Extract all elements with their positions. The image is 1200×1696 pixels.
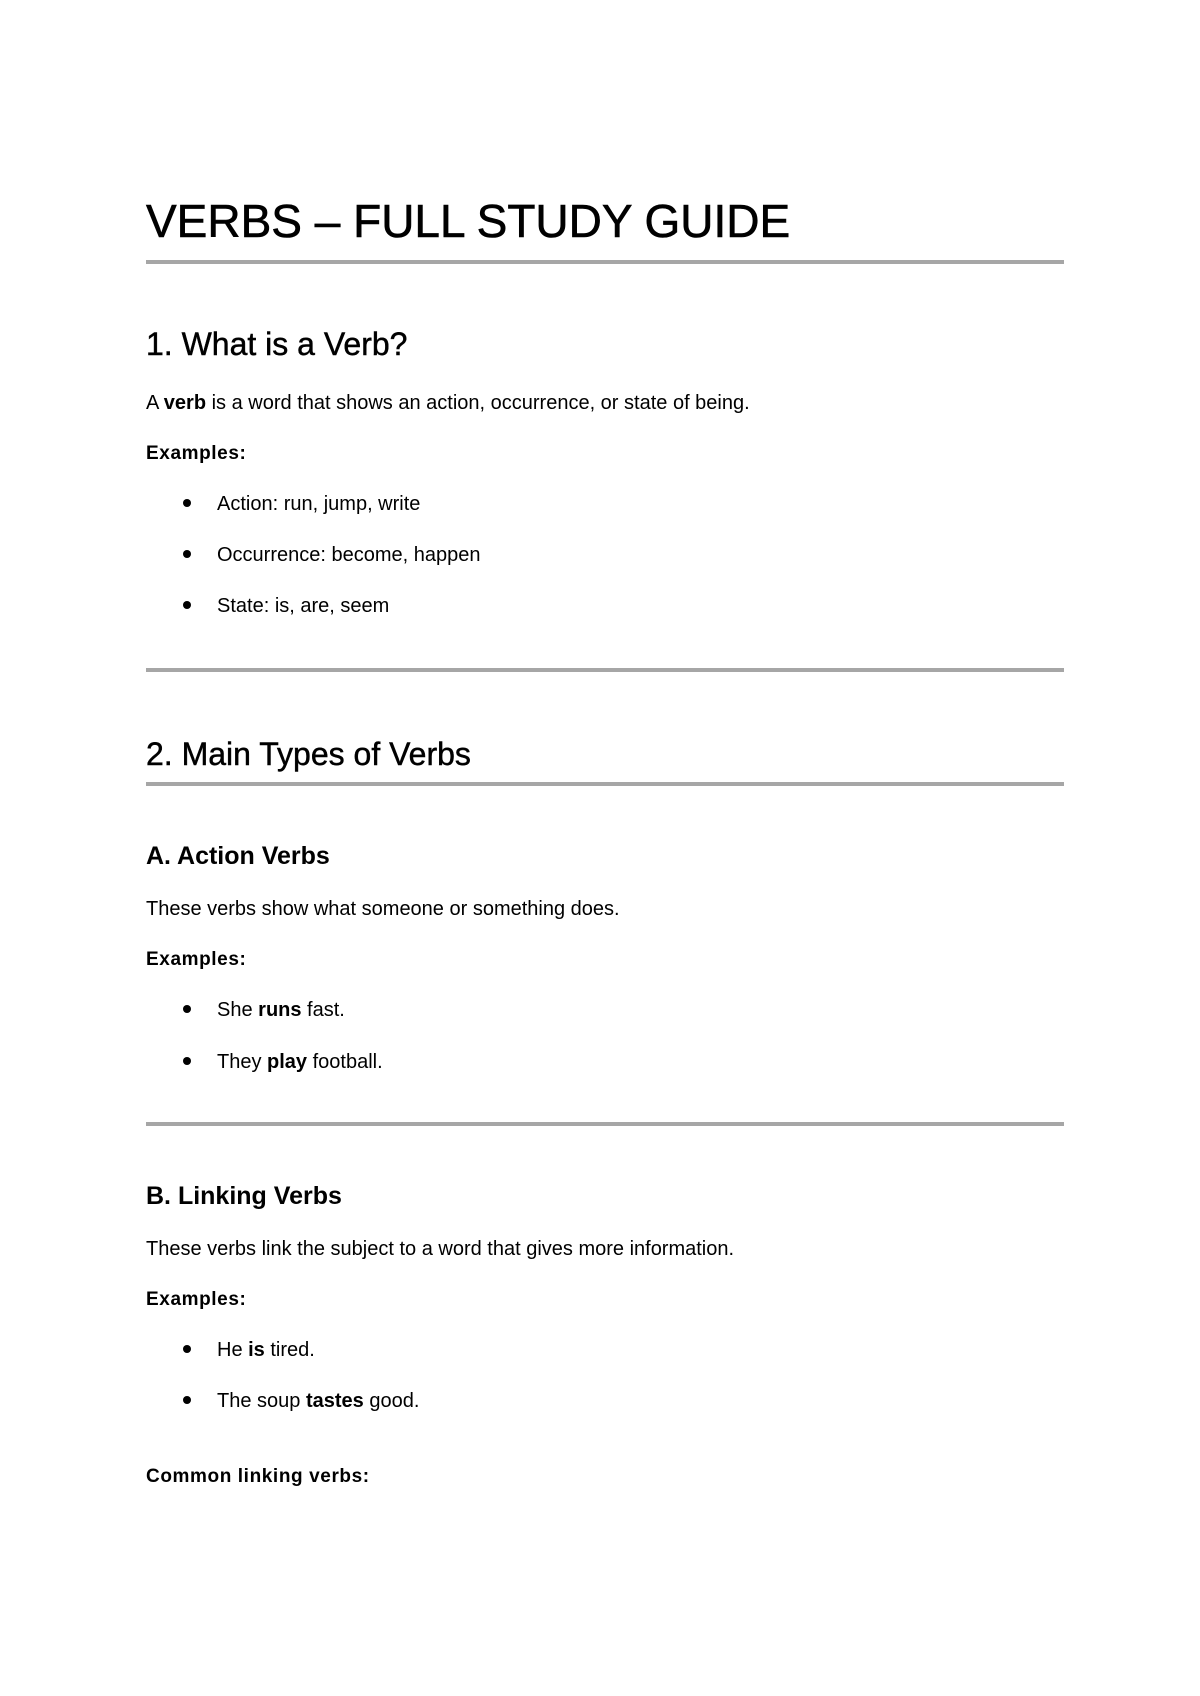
- verb-definition: [146, 392, 750, 415]
- list-item-text: State: is, are, seem: [217, 595, 390, 617]
- list-item: [183, 1051, 383, 1074]
- section-1-examples-label: Examples:: [146, 443, 247, 464]
- section-1-heading: 1. What is a Verb?: [146, 326, 408, 362]
- example-verb: tastes: [305, 1390, 364, 1412]
- section-2-heading-underline: [146, 782, 1064, 786]
- example-verb: runs: [258, 999, 302, 1021]
- definition-bold-term: verb: [163, 392, 207, 414]
- action-verbs-description: These verbs show what someone or something does.: [146, 898, 620, 920]
- action-verbs-examples-label: Examples:: [146, 949, 247, 970]
- common-linking-verbs-label: Common linking verbs:: [146, 1466, 370, 1487]
- bullet-icon: [183, 1396, 191, 1404]
- action-verbs-heading: A. Action Verbs: [146, 842, 330, 870]
- section-divider: [146, 1122, 1064, 1126]
- example-prefix: They: [217, 1051, 268, 1073]
- list-item: [183, 595, 389, 618]
- list-item: [183, 999, 345, 1022]
- list-item-text: Occurrence: become, happen: [217, 544, 481, 566]
- linking-verbs-description: These verbs link the subject to a word that gives more information.: [146, 1238, 735, 1260]
- bullet-icon: [183, 1345, 191, 1353]
- list-item: [183, 544, 481, 567]
- linking-verbs-examples-label: Examples:: [146, 1289, 247, 1310]
- bullet-icon: [183, 550, 191, 558]
- example-prefix: She: [217, 999, 259, 1021]
- list-item: [183, 493, 420, 516]
- linking-verbs-heading: B. Linking Verbs: [146, 1182, 342, 1210]
- definition-suffix: is a word that shows an action, occurrence, or state of being.: [206, 392, 750, 414]
- definition-prefix: A: [146, 392, 164, 414]
- example-suffix: football.: [307, 1051, 383, 1073]
- list-item-text: Action: run, jump, write: [217, 493, 421, 515]
- example-prefix: He: [217, 1339, 249, 1361]
- bullet-icon: [183, 499, 191, 507]
- example-suffix: fast.: [301, 999, 345, 1021]
- bullet-icon: [183, 601, 191, 609]
- bullet-icon: [183, 1057, 191, 1065]
- example-verb: is: [248, 1339, 265, 1361]
- bullet-icon: [183, 1005, 191, 1013]
- document-title: VERBS – FULL STUDY GUIDE: [146, 195, 791, 247]
- title-divider: [146, 260, 1064, 264]
- section-2-heading: 2. Main Types of Verbs: [146, 736, 471, 772]
- section-divider: [146, 668, 1064, 672]
- list-item: [183, 1339, 315, 1362]
- example-verb: play: [267, 1051, 308, 1073]
- list-item: [183, 1390, 419, 1413]
- example-prefix: The soup: [217, 1390, 306, 1412]
- example-suffix: good.: [363, 1390, 420, 1412]
- example-suffix: tired.: [264, 1339, 315, 1361]
